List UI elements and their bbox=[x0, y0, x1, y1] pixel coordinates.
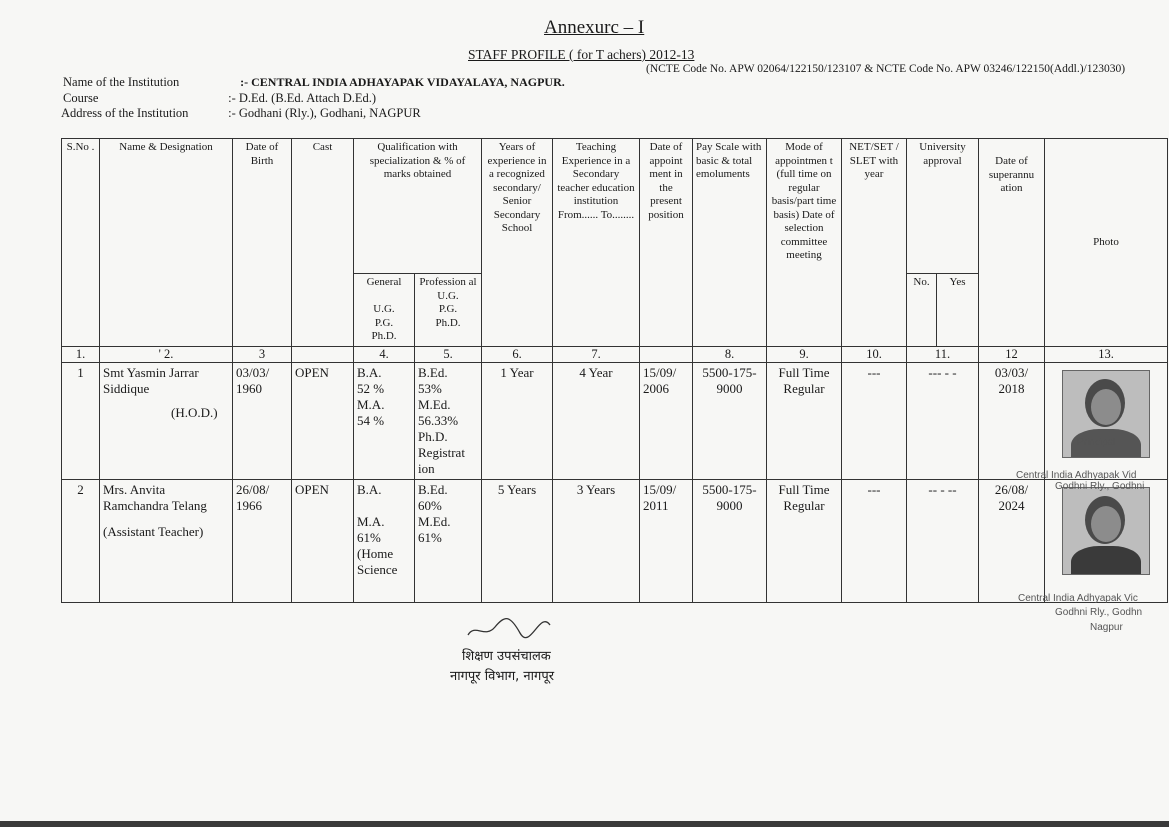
document-subtitle: STAFF PROFILE ( for T achers) 2012-13 bbox=[468, 47, 695, 62]
col-uni-yes: Yes bbox=[937, 274, 979, 347]
col-netset: NET/SET / SLET with year bbox=[842, 139, 907, 347]
row2-cast: OPEN bbox=[292, 479, 354, 602]
col-experience: Years of experience in a recognized secondary/ Senior Secondary School bbox=[482, 139, 553, 347]
num-2: ' 2. bbox=[100, 346, 233, 362]
row2-professional: B.Ed. 60% M.Ed. 61% bbox=[415, 479, 482, 602]
signature-icon bbox=[450, 605, 560, 645]
row1-superannuation: 03/03/ 2018 bbox=[979, 362, 1045, 479]
document-title: Annexurc – I bbox=[544, 17, 645, 38]
col-professional: Profession al U.G. P.G. Ph.D. bbox=[415, 274, 482, 347]
row2-designation: (Assistant Teacher) bbox=[103, 523, 204, 539]
row1-professional: B.Ed. 53% M.Ed. 56.33% Ph.D. Registrat ion bbox=[415, 362, 482, 479]
num-5: 5. bbox=[415, 346, 482, 362]
num-9: 9. bbox=[767, 346, 842, 362]
signature-block bbox=[450, 605, 560, 684]
institution-label: Name of the Institution bbox=[63, 75, 180, 89]
num-11: 11. bbox=[907, 346, 979, 362]
row2-experience: 5 Years bbox=[482, 479, 553, 602]
row1-netset: --- bbox=[842, 362, 907, 479]
ncte-codes: (NCTE Code No. APW 02064/122150/123107 & NCTE Code No. APW 03246/122150(Addl.)/123030) bbox=[646, 63, 1126, 75]
table-row bbox=[62, 479, 1168, 602]
stamp-line-5: Nagpur bbox=[1090, 622, 1123, 633]
row2-general: B.A. M.A. 61% (Home Science bbox=[354, 479, 415, 602]
col-payscale: Pay Scale with basic & total emoluments bbox=[693, 139, 767, 347]
row1-sno: 1 bbox=[62, 362, 100, 479]
row2-mode: Full Time Regular bbox=[767, 479, 842, 602]
row1-general: B.A. 52 % M.A. 54 % bbox=[354, 362, 415, 479]
principal-stamp: Principal bbox=[1077, 436, 1116, 448]
row2-name-cell bbox=[100, 479, 233, 602]
row2-payscale: 5500-175- 9000 bbox=[693, 479, 767, 602]
address-row bbox=[61, 106, 421, 121]
avatar bbox=[1062, 487, 1150, 575]
col-general: General U.G. P.G. Ph.D. bbox=[354, 274, 415, 347]
col-mode: Mode of appointmen t (full time on regular basis/part time basis) Date of selection committee meeting bbox=[767, 139, 842, 347]
num-10: 10. bbox=[842, 346, 907, 362]
col-uni-no: No. bbox=[907, 274, 937, 347]
table-row bbox=[62, 362, 1168, 479]
address-value: :- Godhani (Rly.), Godhani, NAGPUR bbox=[228, 106, 421, 120]
col-qualification: Qualification with specialization & % of marks obtained bbox=[354, 139, 482, 274]
scan-edge bbox=[0, 821, 1169, 827]
institution-value: :- CENTRAL INDIA ADHAYAPAK VIDAYALAYA, NAGPUR. bbox=[240, 75, 565, 89]
institution-row bbox=[63, 75, 565, 90]
col-cast: Cast bbox=[292, 139, 354, 347]
stamp-line-3: Central India Adhyapak Vic bbox=[1018, 593, 1138, 604]
row1-university: --- - - bbox=[907, 362, 979, 479]
stamp-line-1: Central India Adhyapak Vid bbox=[1016, 470, 1137, 481]
row1-cast: OPEN bbox=[292, 362, 354, 479]
row1-name: Smt Yasmin Jarrar Siddique bbox=[103, 364, 199, 396]
address-label: Address of the Institution bbox=[61, 106, 189, 120]
header-row bbox=[62, 139, 1168, 274]
row1-mode: Full Time Regular bbox=[767, 362, 842, 479]
row1-experience: 1 Year bbox=[482, 362, 553, 479]
num-4: 4. bbox=[354, 346, 415, 362]
num-7: 7. bbox=[553, 346, 640, 362]
row2-appointment: 15/09/ 2011 bbox=[640, 479, 693, 602]
stamp-line-2: Godhni Rly., Godhni bbox=[1055, 481, 1145, 492]
num-13: 13. bbox=[1045, 346, 1168, 362]
col-photo: Photo bbox=[1045, 139, 1168, 347]
num-1: 1. bbox=[62, 346, 100, 362]
num-8: 8. bbox=[693, 346, 767, 362]
row1-teaching: 4 Year bbox=[553, 362, 640, 479]
num-3: 3 bbox=[233, 346, 292, 362]
num-6: 6. bbox=[482, 346, 553, 362]
row2-teaching: 3 Years bbox=[553, 479, 640, 602]
row2-netset: --- bbox=[842, 479, 907, 602]
col-sno: S.No . bbox=[62, 139, 100, 347]
row2-superannuation: 26/08/ 2024 bbox=[979, 479, 1045, 602]
staff-profile-table bbox=[61, 138, 1168, 603]
col-appointment: Date of appoint ment in the present position bbox=[640, 139, 693, 347]
row1-dob: 03/03/ 1960 bbox=[233, 362, 292, 479]
stamp-line-4: Godhni Rly., Godhn bbox=[1055, 607, 1143, 618]
sign-line-1: शिक्षण उपसंचालक bbox=[462, 649, 551, 664]
course-row bbox=[63, 91, 376, 106]
row1-photo-cell bbox=[1045, 362, 1168, 479]
row1-appointment: 15/09/ 2006 bbox=[640, 362, 693, 479]
row2-sno: 2 bbox=[62, 479, 100, 602]
row2-photo-cell bbox=[1045, 479, 1168, 602]
col-teaching: Teaching Experience in a Secondary teacher education institution From...... To........ bbox=[553, 139, 640, 347]
num-blank bbox=[292, 346, 354, 362]
col-name: Name & Designation bbox=[100, 139, 233, 347]
row2-university: -- - -- bbox=[907, 479, 979, 602]
col-superannuation: Date of superannu ation bbox=[979, 139, 1045, 347]
number-row bbox=[62, 346, 1168, 362]
num-blank bbox=[640, 346, 693, 362]
course-value: :- D.Ed. (B.Ed. Attach D.Ed.) bbox=[228, 91, 377, 105]
row1-name-cell bbox=[100, 362, 233, 479]
col-dob: Date of Birth bbox=[233, 139, 292, 347]
course-label: Course bbox=[63, 91, 99, 105]
row1-payscale: 5500-175- 9000 bbox=[693, 362, 767, 479]
num-12: 12 bbox=[979, 346, 1045, 362]
col-university: University approval bbox=[907, 139, 979, 274]
row2-dob: 26/08/ 1966 bbox=[233, 479, 292, 602]
sign-line-2: नागपूर विभाग, नागपूर bbox=[450, 669, 555, 684]
row2-name: Mrs. Anvita Ramchandra Telang bbox=[103, 481, 207, 513]
row1-designation: (H.O.D.) bbox=[171, 404, 218, 420]
